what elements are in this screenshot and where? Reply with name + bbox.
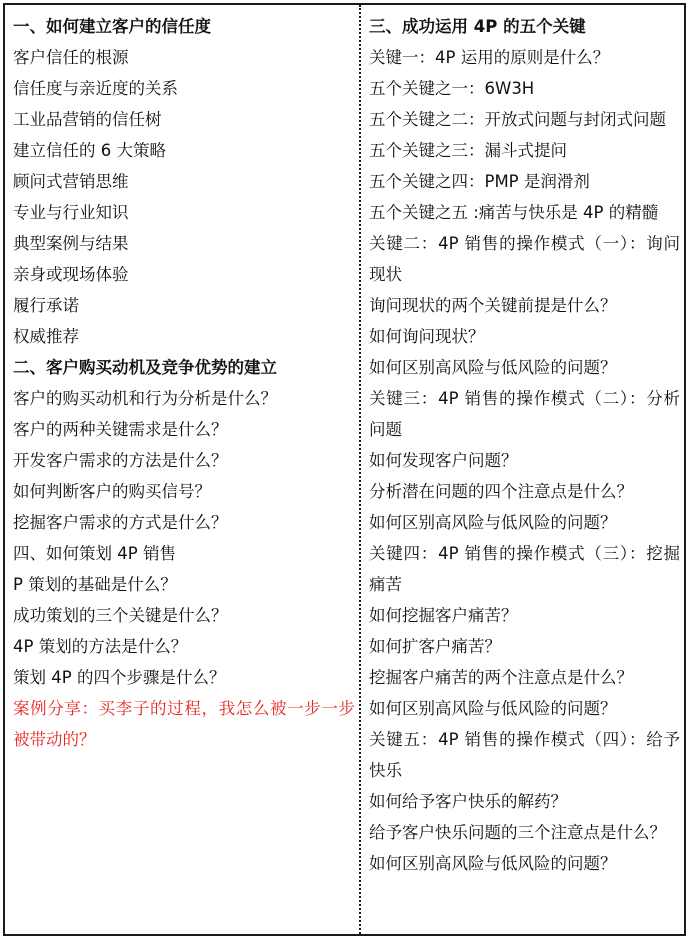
- list-item: 如何区别高风险与低风险的问题？: [369, 513, 617, 532]
- list-item: 分析潜在问题的四个注意点是什么？: [369, 482, 633, 501]
- list-item: 信任度与亲近度的关系: [13, 79, 178, 98]
- list-item: 如何区别高风险与低风险的问题？: [369, 358, 617, 377]
- list-item: 如何区别高风险与低风险的问题？: [369, 699, 617, 718]
- list-item: 如何发现客户问题？: [369, 451, 518, 470]
- list-item: 如何询问现状？: [369, 327, 485, 346]
- list-item: 顾问式营销思维: [13, 172, 129, 191]
- list-item: 关键五：4P 销售的操作模式（四）：给予快乐: [369, 730, 680, 780]
- list-item: 亲身或现场体验: [13, 265, 129, 284]
- list-item: 客户的两种关键需求是什么？: [13, 420, 228, 439]
- list-item: 五个关键之五 :痛苦与快乐是 4P 的精髓: [369, 203, 659, 222]
- list-item: 客户信任的根源: [13, 48, 129, 67]
- case-study-highlight: 案例分享：买李子的过程，我怎么被一步一步被带动的？: [13, 699, 355, 749]
- list-item: 建立信任的 6 大策略: [13, 141, 166, 160]
- list-item: 如何扩客户痛苦？: [369, 637, 501, 656]
- list-item: 权威推荐: [13, 327, 79, 346]
- list-item: 挖掘客户痛苦的两个注意点是什么？: [369, 668, 633, 687]
- list-item: 五个关键之四：PMP 是润滑剂: [369, 172, 590, 191]
- list-item: 如何区别高风险与低风险的问题？: [369, 854, 617, 873]
- outline-table: [3, 3, 686, 936]
- list-item: 履行承诺: [13, 296, 79, 315]
- list-item: 4P 策划的方法是什么？: [13, 637, 188, 656]
- list-item: 关键一：4P 运用的原则是什么？: [369, 48, 610, 67]
- list-item: 关键三：4P 销售的操作模式（二）：分析问题: [369, 389, 680, 439]
- list-item: 五个关键之三：漏斗式提问: [369, 141, 567, 160]
- list-item: 如何挖掘客户痛苦？: [369, 606, 518, 625]
- section-heading-five-keys: 三、成功运用 4P 的五个关键: [369, 17, 586, 36]
- section-heading-4p-planning: 四、如何策划 4P 销售: [13, 544, 176, 563]
- list-item: 如何判断客户的购买信号？: [13, 482, 211, 501]
- list-item: P 策划的基础是什么？: [13, 575, 177, 594]
- list-item: 五个关键之一：6W3H: [369, 79, 535, 98]
- list-item: 典型案例与结果: [13, 234, 129, 253]
- left-column: [5, 5, 361, 934]
- list-item: 成功策划的三个关键是什么？: [13, 606, 228, 625]
- list-item: 给予客户快乐问题的三个注意点是什么？: [369, 823, 666, 842]
- list-item: 专业与行业知识: [13, 203, 129, 222]
- list-item: 挖掘客户需求的方式是什么？: [13, 513, 228, 532]
- section-heading-trust: 一、如何建立客户的信任度: [13, 17, 211, 36]
- list-item: 关键四：4P 销售的操作模式（三）：挖掘痛苦: [369, 544, 680, 594]
- right-column: [361, 5, 684, 934]
- list-item: 开发客户需求的方法是什么？: [13, 451, 228, 470]
- list-item: 询问现状的两个关键前提是什么？: [369, 296, 617, 315]
- list-item: 工业品营销的信任树: [13, 110, 162, 129]
- section-heading-motivation: 二、客户购买动机及竞争优势的建立: [13, 358, 277, 377]
- list-item: 五个关键之二：开放式问题与封闭式问题: [369, 110, 666, 129]
- list-item: 如何给予客户快乐的解药？: [369, 792, 567, 811]
- list-item: 关键二：4P 销售的操作模式（一）：询问现状: [369, 234, 680, 284]
- list-item: 客户的购买动机和行为分析是什么？: [13, 389, 277, 408]
- list-item: 策划 4P 的四个步骤是什么？: [13, 668, 226, 687]
